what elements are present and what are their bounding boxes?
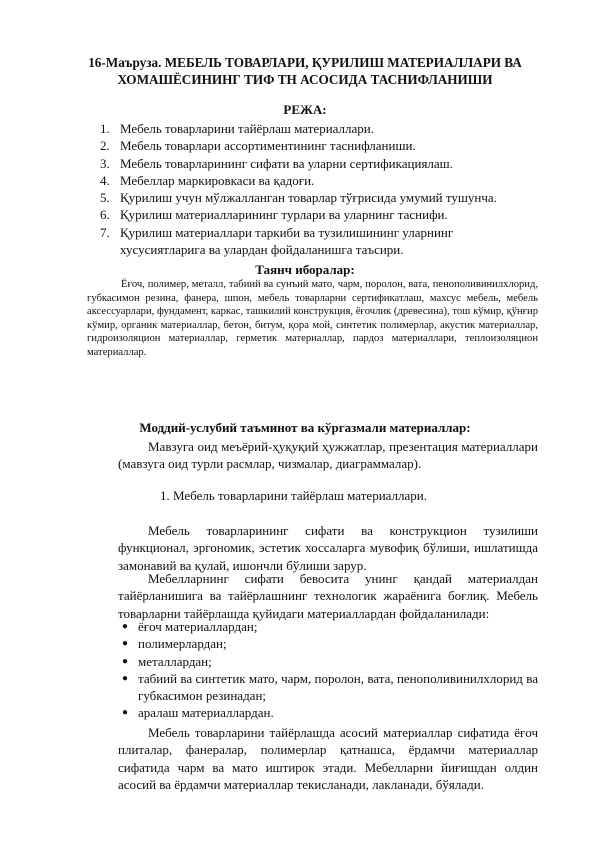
paragraph: Мебелларнинг сифати бевосита унинг қандай материалдан тайёрланишига ва тайёрлашнинг технологик жараёнига боғлиқ. Мебель товарларни тайёрлашда қуйидаги материаллардан фойдаланилади: (118, 571, 538, 621)
bullet-icon: ● (122, 655, 129, 667)
plan-item: 1. Мебель товарларини тайёрлаш материаллари. (100, 121, 374, 136)
lecture-title (70, 55, 540, 88)
title-line-2: ХОМАШЁСИНИНГ ТИФ ТН АСОСИДА ТАСНИФЛАНИШИ (117, 71, 493, 87)
materials-text: Мавзуга оид меъёрий-ҳуқуқий ҳужжатлар, презентация материаллари (мавзуга оид турли расмлар, чизмалар, диаграммалар). (118, 439, 538, 472)
materials-bullet-list (118, 618, 538, 722)
materials-heading: Моддий-услубий таъминот ва кўргазмали материаллар: (139, 420, 471, 435)
plan-item: 5. Қурилиш учун мўлжалланган товарлар тўғрисида умумий тушунча. (100, 190, 497, 206)
title-line-1: 16-Маъруза. МЕБЕЛЬ ТОВАРЛАРИ, ҚУРИЛИШ МАТЕРИАЛЛАРИ ВА (88, 55, 522, 70)
paragraph: Мебель товарларининг сифати ва конструкцион тузилиши функционал, эргономик, эстетик хоссаларга мувофиқ бўлиши, ишлатишда замонавий ва қулай, ишончли бўлиши зарур. (118, 523, 538, 573)
plan-list (100, 120, 540, 258)
plan-item: 2. Мебель товарлари ассортиментининг таснифланиши. (100, 138, 416, 154)
plan-item: 7. Қурилиш материаллари таркиби ва тузилишининг уларнинг хусусиятларига ва улардан фойдаланишга таъсири. (100, 224, 454, 258)
list-item: ● полимерлардан; (122, 636, 227, 652)
list-item: ● табиий ва синтетик мато, чарм, поролон, вата, пенополивинилхлорид ва губкасимон резинадан; (122, 670, 538, 704)
plan-item: 6. Қурилиш материалларининг турлари ва уларнинг таснифи. (100, 207, 448, 223)
keywords-heading: Таянч иборалар: (255, 262, 355, 277)
plan-item: 3. Мебель товарларининг сифати ва уларни сертификациялаш. (100, 155, 453, 171)
list-item: ● ёғоч материаллардан; (122, 619, 258, 634)
paragraph: Мебель товарларини тайёрлашда асосий материаллар сифатида ёғоч плиталар, фанералар, полимерлар қатнашса, ёрдамчи материаллар сифатида чарм ва мато иштирок этади. Мебелларни йиғишдан олдин асосий ва ёрдамчи материаллар текисланади, лакланади, бўялади. (118, 725, 538, 792)
bullet-icon: ● (122, 672, 129, 684)
list-item: ● металлардан; (122, 653, 212, 669)
plan-heading: РЕЖА: (283, 102, 327, 117)
plan-item: 4. Мебеллар маркировкаси ва қадоғи. (100, 172, 315, 188)
keywords-text: Ёғоч, полимер, металл, табиий ва сунъий мато, чарм, поролон, вата, пенополивинилхлорид, губкасимон резина, фанера, шпон, мебель товарларни сертификатлаш, махсус мебель, мебель аксессуарлари, фундамент, каркас, ташкилий конструкция, ёғочлик (древесина), тош кўмир, қўнғир кўмир, органик материаллар, бетон, битум, қора мой, синтетик полимерлар, акустик материаллар, гидроизоляцион материаллар, герметик материаллар, пардоз материаллари, теплоизоляцион материаллар. (87, 279, 538, 358)
bullet-icon: ● (122, 621, 129, 632)
bullet-icon: ● (122, 638, 129, 650)
section-heading: 1. Мебель товарларини тайёрлаш материаллари. (160, 488, 427, 503)
list-item: ● аралаш материаллардан. (122, 705, 274, 721)
bullet-icon: ● (122, 707, 129, 719)
